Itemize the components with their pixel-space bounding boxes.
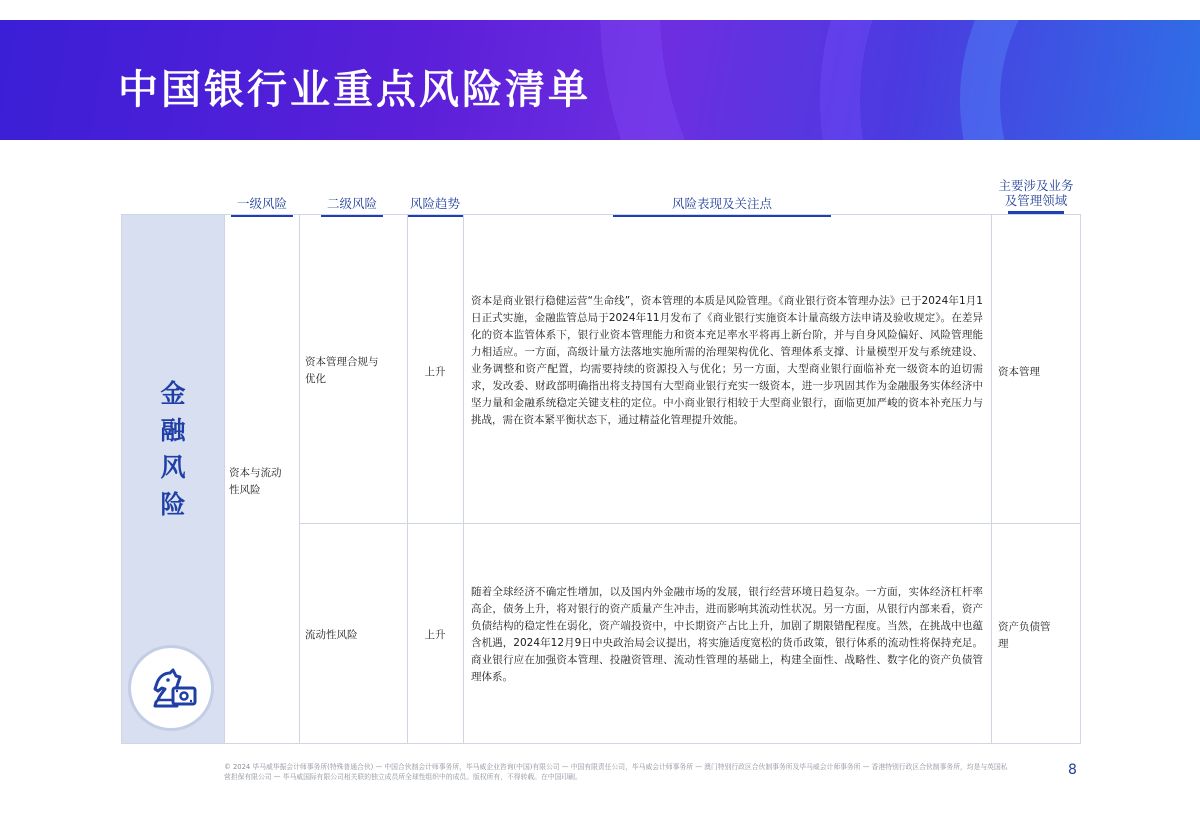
column-header-areas [988, 178, 1084, 214]
column-header-label: 及管理领域 [1004, 193, 1068, 208]
level2-risk-text: 优化 [305, 373, 326, 385]
trend-cell: 上升 [424, 629, 446, 641]
category-char: 融 [160, 416, 186, 445]
trend-cell: 上升 [424, 366, 446, 378]
category-label [122, 375, 224, 523]
column-header-label: 二级风险 [326, 196, 377, 211]
column-divider [407, 215, 408, 743]
row-divider [299, 523, 1080, 524]
column-header-label: 一级风险 [236, 196, 287, 211]
column-divider [299, 215, 300, 743]
risk-table [121, 214, 1081, 744]
banner-decoration [960, 20, 1200, 140]
chess-knight-money-icon [131, 648, 211, 728]
category-char: 金 [160, 379, 186, 408]
category-char: 风 [160, 453, 186, 482]
footer-disclaimer: © 2024 毕马威华振会计师事务所(特殊普通合伙) — 中国合伙制会计师事务所，毕马威企业咨询(中国)有限公司 — 中国有限责任公司，毕马威会计师事务所 — 澳门特别行政区合伙制事务所及毕马威会计师事务所 — 香港特别行政区合伙制事务所，均是与英国私营担保有限公司 — 毕马威国际有限公司相关联的独立成员所全球性组织中的成员。版权所有，不得转载。在中国印刷。 [224, 763, 1008, 781]
level2-risk-cell [305, 627, 405, 644]
category-column [122, 215, 224, 743]
column-header-label: 主要涉及业务 [998, 178, 1074, 193]
level2-risk-text: 资本管理合规与 [305, 356, 379, 368]
column-divider [991, 215, 992, 743]
header-banner [0, 20, 1200, 140]
risk-description: 资本是商业银行稳健运营“生命线”，资本管理的本质是风险管理。《商业银行资本管理办法》已于2024年1月1日正式实施，金融监管总局于2024年11月发布了《商业银行实施资本计量高级方法申请及验收规定》。在差异化的资本监管体系下，银行业资本管理能力和资本充足率水平将再上新台阶，并与自身风险偏好、风险管理能力相适应。一方面，高级计量方法落地实施所需的治理架构优化、管理体系支撑、计量模型开发与系统建设、业务调整和资产配置，均需要持续的资源投入与优化；另一方面，大型商业银行面临补充一级资本的迫切需求，发改委、财政部明确指出将支持国有大型商业银行充实一级资本，进一步巩固其作为金融服务实体经济中坚力量和金融系统稳定关键支柱的定位。中小商业银行相较于大型商业银行，面临更加严峻的资本补充压力与挑战，需在资本紧平衡状态下，通过精益化管理提升效能。 [471, 295, 983, 426]
level1-risk-cell [229, 465, 297, 499]
level1-risk-text: 性风险 [229, 484, 261, 496]
level1-risk-text: 资本与流动 [229, 467, 282, 479]
column-divider [224, 215, 225, 743]
category-char: 险 [160, 490, 186, 519]
column-header-label: 风险趋势 [409, 196, 460, 211]
level2-risk-cell [305, 354, 405, 388]
page-title: 中国银行业重点风险清单 [118, 67, 591, 113]
business-area-text: 资产负债管 [998, 621, 1051, 633]
risk-description: 随着全球经济不确定性增加，以及国内外金融市场的发展，银行经营环境日趋复杂。一方面，实体经济杠杆率高企，债务上升，将对银行的资产质量产生冲击，进而影响其流动性状况。另一方面，从银行内部来看，资产负债结构的稳定性在弱化，资产端投资中，中长期资产占比上升，加剧了期限错配程度。当然，在挑战中也蕴含机遇，2024年12月9日中央政治局会议提出，将实施适度宽松的货币政策，银行体系的流动性将保持充足。商业银行应在加强资本管理、投融资管理、流动性管理的基础上，构建全面性、战略性、数字化的资产负债管理体系。 [471, 586, 983, 683]
column-header-label: 风险表现及关注点 [671, 196, 772, 211]
business-area-cell [998, 619, 1078, 653]
page-number: 8 [1068, 762, 1077, 778]
business-area-cell: 资本管理 [998, 366, 1040, 378]
level2-risk-text: 流动性风险 [305, 629, 358, 641]
column-divider [463, 215, 464, 743]
business-area-text: 理 [998, 638, 1009, 650]
